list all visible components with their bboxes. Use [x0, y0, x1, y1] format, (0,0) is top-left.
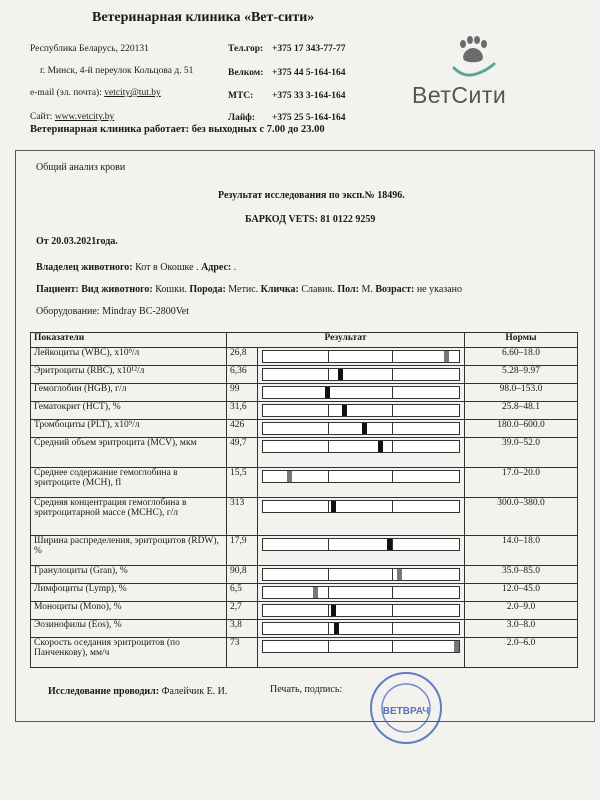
phone-number-mts: +375 33 3-164-164 [272, 91, 346, 101]
result-bar [262, 622, 460, 635]
result-title: Результат исследования по эксп.№ 18496. [218, 190, 405, 201]
result-row [31, 536, 578, 566]
param-value: 2,7 [227, 602, 258, 620]
age-label: Возраст: [375, 284, 415, 295]
range-tick [328, 539, 329, 550]
age-value: не указано [416, 284, 463, 295]
phone-number-life: +375 25 5-164-164 [272, 113, 346, 123]
range-tick [392, 605, 393, 616]
result-marker [338, 369, 343, 380]
result-row [31, 420, 578, 438]
result-marker [313, 587, 318, 598]
range-tick [392, 569, 393, 580]
range-tick [392, 405, 393, 416]
param-name: Средний объем эритроцита (MCV), мкм [31, 438, 227, 468]
result-bar-cell [258, 536, 465, 566]
result-bar-cell [258, 348, 465, 366]
result-row [31, 438, 578, 468]
result-bar-cell [258, 468, 465, 498]
phone-label-mts: МТС: [228, 91, 254, 101]
param-value: 26,8 [227, 348, 258, 366]
param-name: Лимфоциты (Lymp), % [31, 584, 227, 602]
patient-line [36, 284, 462, 295]
param-value: 49,7 [227, 438, 258, 468]
range-tick [392, 501, 393, 512]
performed-label: Исследование проводил: [48, 686, 160, 697]
param-value: 6,5 [227, 584, 258, 602]
result-bar [262, 470, 460, 483]
range-tick [392, 623, 393, 634]
result-bar [262, 404, 460, 417]
param-value: 6,36 [227, 366, 258, 384]
result-row [31, 366, 578, 384]
result-bar-cell [258, 566, 465, 584]
range-tick [392, 539, 393, 550]
result-marker [342, 405, 347, 416]
pet-name-label: Кличка: [260, 284, 299, 295]
param-name: Эритроциты (RBC), x10¹²/л [31, 366, 227, 384]
result-bar [262, 640, 460, 653]
range-tick [328, 641, 329, 652]
param-norm: 6.60–18.0 [465, 348, 578, 366]
owner-label: Владелец животного: [36, 262, 133, 273]
email-label: e-mail (эл. почта): [30, 88, 102, 98]
result-row [31, 498, 578, 536]
equipment: Оборудование: Mindray BC-2800Vet [36, 306, 190, 317]
breed-label: Порода: [189, 284, 226, 295]
param-name: Моноциты (Mono), % [31, 602, 227, 620]
result-bar-cell [258, 420, 465, 438]
result-bar [262, 500, 460, 513]
result-row [31, 602, 578, 620]
range-tick [392, 441, 393, 452]
result-row [31, 348, 578, 366]
result-bar-cell [258, 638, 465, 668]
performed-name: Фалейчик Е. И. [161, 686, 228, 697]
param-norm: 300.0–380.0 [465, 498, 578, 536]
result-row [31, 402, 578, 420]
range-tick [392, 351, 393, 362]
result-bar [262, 368, 460, 381]
param-name: Гемоглобин (HGB), г/л [31, 384, 227, 402]
result-bar-cell [258, 366, 465, 384]
range-tick [328, 471, 329, 482]
performed-by-line [48, 686, 227, 697]
param-norm: 2.0–6.0 [465, 638, 578, 668]
result-bar [262, 386, 460, 399]
param-name: Эозинофилы (Eos), % [31, 620, 227, 638]
result-bar-cell [258, 438, 465, 468]
clinic-site [30, 112, 114, 122]
clinic-title: Ветеринарная клиника «Вет-сити» [92, 10, 315, 25]
param-value: 3,8 [227, 620, 258, 638]
range-tick [328, 405, 329, 416]
range-tick [328, 623, 329, 634]
email-link[interactable]: vetcity@tut.by [104, 88, 161, 98]
result-bar-cell [258, 602, 465, 620]
param-name: Тромбоциты (PLT), x10⁹/л [31, 420, 227, 438]
range-tick [328, 501, 329, 512]
result-row [31, 638, 578, 668]
result-row [31, 584, 578, 602]
param-value: 90,8 [227, 566, 258, 584]
param-norm: 180.0–600.0 [465, 420, 578, 438]
result-row [31, 566, 578, 584]
result-bar-cell [258, 384, 465, 402]
result-bar [262, 538, 460, 551]
pet-name-value: Славик. [301, 284, 335, 295]
site-link[interactable]: www.vetcity.by [54, 112, 115, 122]
sex-value: М. [361, 284, 373, 295]
param-value: 73 [227, 638, 258, 668]
param-value: 99 [227, 384, 258, 402]
clinic-address-2: г. Минск, 4-й переулок Кольцова д. 51 [40, 66, 194, 76]
report-date: От 20.03.2021года. [36, 236, 118, 247]
result-marker [331, 605, 336, 616]
range-tick [392, 369, 393, 380]
phone-label-city: Тел.гор: [228, 44, 264, 54]
phone-label-velcom: Велком: [228, 68, 264, 78]
range-tick [328, 369, 329, 380]
patient-label: Пациент: [36, 284, 79, 295]
col-result-header: Результат [227, 333, 465, 348]
result-marker [397, 569, 402, 580]
range-tick [392, 471, 393, 482]
result-bar [262, 422, 460, 435]
result-bar-cell [258, 620, 465, 638]
stamp-text: ВЕТВРАЧ [382, 706, 430, 717]
col-param-header: Показатели [31, 333, 227, 348]
vetcity-logo-text: ВетСити [412, 82, 507, 108]
param-value: 15,5 [227, 468, 258, 498]
phone-number-velcom: +375 44 5-164-164 [272, 68, 346, 78]
param-norm: 35.0–85.0 [465, 566, 578, 584]
address-value: . [233, 262, 237, 273]
result-bar [262, 604, 460, 617]
phone-number-city: +375 17 343-77-77 [272, 44, 346, 54]
result-bar [262, 350, 460, 363]
result-marker [454, 641, 459, 652]
param-value: 313 [227, 498, 258, 536]
result-bar-cell [258, 402, 465, 420]
range-tick [328, 351, 329, 362]
barcode: БАРКОД VETS: 81 0122 9259 [245, 214, 376, 225]
param-name: Среднее содержание гемоглобина в эритроците (MCH), fl [31, 468, 227, 498]
param-name: Средняя концентрация гемоглобина в эритроцитарной массе (MCHC), г/л [31, 498, 227, 536]
range-tick [328, 423, 329, 434]
param-norm: 98.0–153.0 [465, 384, 578, 402]
param-norm: 14.0–18.0 [465, 536, 578, 566]
param-name: Гематокрит (HCT), % [31, 402, 227, 420]
range-tick [328, 569, 329, 580]
phone-label-life: Лайф: [228, 113, 256, 123]
result-bar [262, 440, 460, 453]
species-label: Вид животного: [81, 284, 153, 295]
param-value: 17,9 [227, 536, 258, 566]
clinic-email [30, 88, 161, 98]
seal-label: Печать, подпись: [270, 684, 343, 695]
result-marker [444, 351, 449, 362]
param-value: 426 [227, 420, 258, 438]
sex-label: Пол: [337, 284, 359, 295]
result-row [31, 620, 578, 638]
result-marker [325, 387, 330, 398]
result-marker [334, 623, 339, 634]
site-label: Сайт: [30, 112, 53, 122]
param-norm: 3.0–8.0 [465, 620, 578, 638]
result-marker [387, 539, 392, 550]
result-bar-cell [258, 584, 465, 602]
result-row [31, 384, 578, 402]
param-norm: 5.28–9.97 [465, 366, 578, 384]
species-value: Кошки. [155, 284, 187, 295]
param-norm: 12.0–45.0 [465, 584, 578, 602]
range-tick [392, 587, 393, 598]
test-name: Общий анализ крови [36, 162, 126, 173]
result-marker [287, 471, 292, 482]
param-norm: 2.0–9.0 [465, 602, 578, 620]
owner-value: Кот в Окошке . [135, 262, 199, 273]
result-bar [262, 586, 460, 599]
result-bar [262, 568, 460, 581]
result-marker [362, 423, 367, 434]
result-row [31, 468, 578, 498]
clinic-address-1: Республика Беларусь, 220131 [30, 44, 149, 54]
result-bar-cell [258, 498, 465, 536]
result-marker [331, 501, 336, 512]
results-header-row [31, 333, 578, 348]
results-table [30, 332, 578, 668]
range-tick [392, 423, 393, 434]
param-norm: 39.0–52.0 [465, 438, 578, 468]
clinic-hours: Ветеринарная клиника работает: без выходных с 7.00 до 23.00 [30, 124, 325, 135]
param-name: Ширина распределения, эритроцитов (RDW), % [31, 536, 227, 566]
param-norm: 17.0–20.0 [465, 468, 578, 498]
param-norm: 25.8–48.1 [465, 402, 578, 420]
param-name: Лейкоциты (WBC), x10⁹/л [31, 348, 227, 366]
range-tick [328, 441, 329, 452]
range-tick [328, 587, 329, 598]
param-name: Гранулоциты (Gran), % [31, 566, 227, 584]
range-tick [328, 605, 329, 616]
col-norm-header: Нормы [465, 333, 578, 348]
breed-value: Метис. [228, 284, 259, 295]
param-name: Скорость оседания эритроцитов (по Панченкову), мм/ч [31, 638, 227, 668]
clinic-stamp-icon [368, 670, 444, 746]
result-marker [378, 441, 383, 452]
param-value: 31,6 [227, 402, 258, 420]
range-tick [392, 641, 393, 652]
range-tick [392, 387, 393, 398]
owner-line [36, 262, 236, 273]
address-label: Адрес: [201, 262, 232, 273]
